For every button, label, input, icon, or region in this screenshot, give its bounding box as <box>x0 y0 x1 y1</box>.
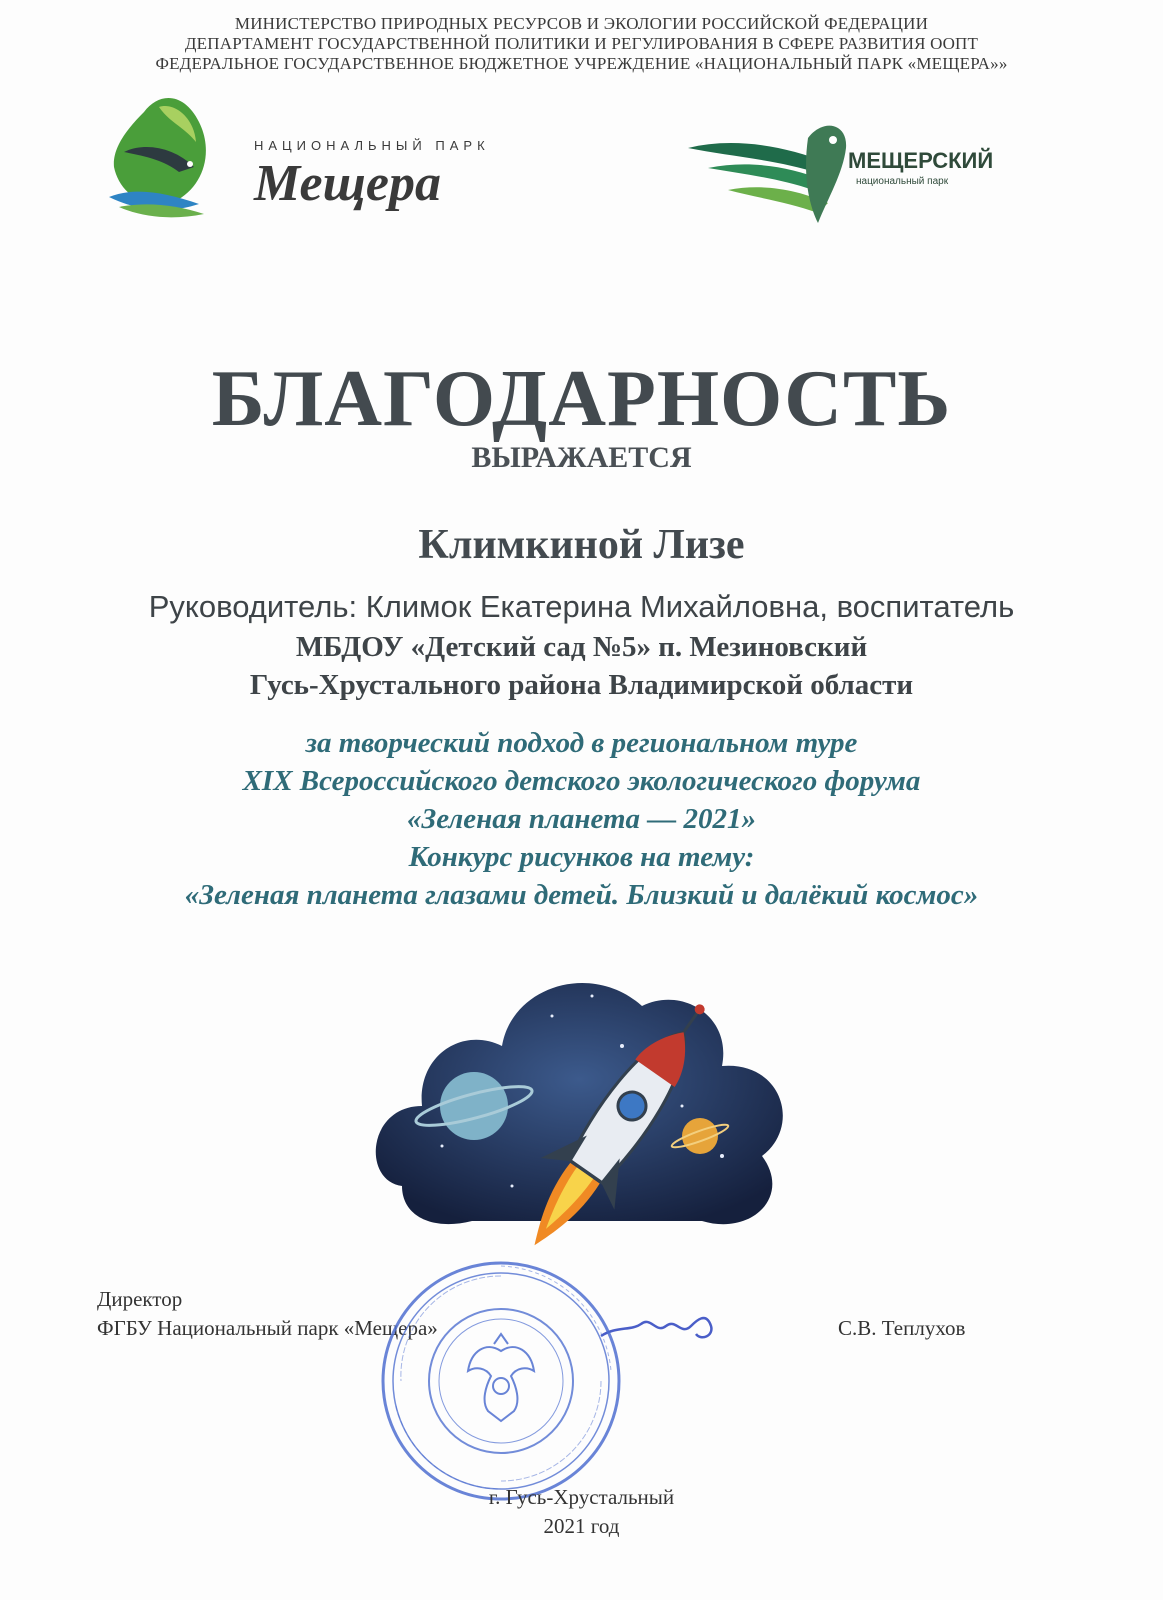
header-line-ministry: МИНИСТЕРСТВО ПРИРОДНЫХ РЕСУРСОВ И ЭКОЛОГИИ РОССИЙСКОЙ ФЕДЕРАЦИИ <box>234 14 929 33</box>
footer-year: 2021 год <box>543 1514 620 1538</box>
document-title: БЛАГОДАРНОСТЬ <box>211 355 952 443</box>
meshchera-park-logo <box>104 92 524 222</box>
leader-line: Руководитель: Климок Екатерина Михайловна, воспитатель <box>148 589 1015 624</box>
reason-line-5: «Зеленая планета глазами детей. Близкий и далёкий космос» <box>184 879 979 911</box>
signature-name: С.В. Теплухов <box>838 1316 966 1340</box>
reason-line-3: «Зеленая планета — 2021» <box>406 803 757 835</box>
organization-line-1: МБДОУ «Детский сад №5» п. Мезиновский <box>295 631 868 663</box>
reason-line-4: Конкурс рисунков на тему: <box>408 841 755 873</box>
official-stamp <box>376 1256 626 1506</box>
logo-right-big-text: МЕЩЕРСКИЙ <box>848 148 994 173</box>
header <box>0 14 1163 74</box>
signature-org: ФГБУ Национальный парк «Мещера» <box>97 1316 438 1340</box>
organization-line-2: Гусь-Хрустального района Владимирской области <box>249 669 914 701</box>
park-bird-logo-icon <box>109 98 206 217</box>
footer <box>0 1483 1163 1541</box>
meshchersky-park-logo <box>688 118 1028 238</box>
eagle-emblem-icon <box>468 1334 534 1421</box>
logo-left-big-text: Мещера <box>254 155 441 212</box>
space-rocket-illustration <box>362 956 802 1276</box>
owl-logo-icon <box>688 126 846 223</box>
reason-line-1: за творческий подход в региональном туре <box>305 727 858 759</box>
logo-right-small-text: национальный парк <box>856 176 949 187</box>
logo-left-small-text: НАЦИОНАЛЬНЫЙ ПАРК <box>254 138 490 153</box>
recipient-name: Климкиной Лизе <box>418 522 745 568</box>
header-line-department: ДЕПАРТАМЕНТ ГОСУДАРСТВЕННОЙ ПОЛИТИКИ И РЕГУЛИРОВАНИЯ В СФЕРЕ РАЗВИТИЯ ООПТ <box>184 34 979 53</box>
reason-line-2: XIX Всероссийского детского экологического форума <box>242 765 921 797</box>
document-subtitle: ВЫРАЖАЕТСЯ <box>471 441 692 474</box>
header-line-institution: ФЕДЕРАЛЬНОЕ ГОСУДАРСТВЕННОЕ БЮДЖЕТНОЕ УЧРЕЖДЕНИЕ «НАЦИОНАЛЬНЫЙ ПАРК «МЕЩЕРА»» <box>155 54 1008 73</box>
reason-block <box>0 724 1163 914</box>
footer-city: г. Гусь-Хрустальный <box>488 1485 675 1509</box>
organization-block <box>0 628 1163 704</box>
signature-position: Директор <box>97 1287 183 1311</box>
